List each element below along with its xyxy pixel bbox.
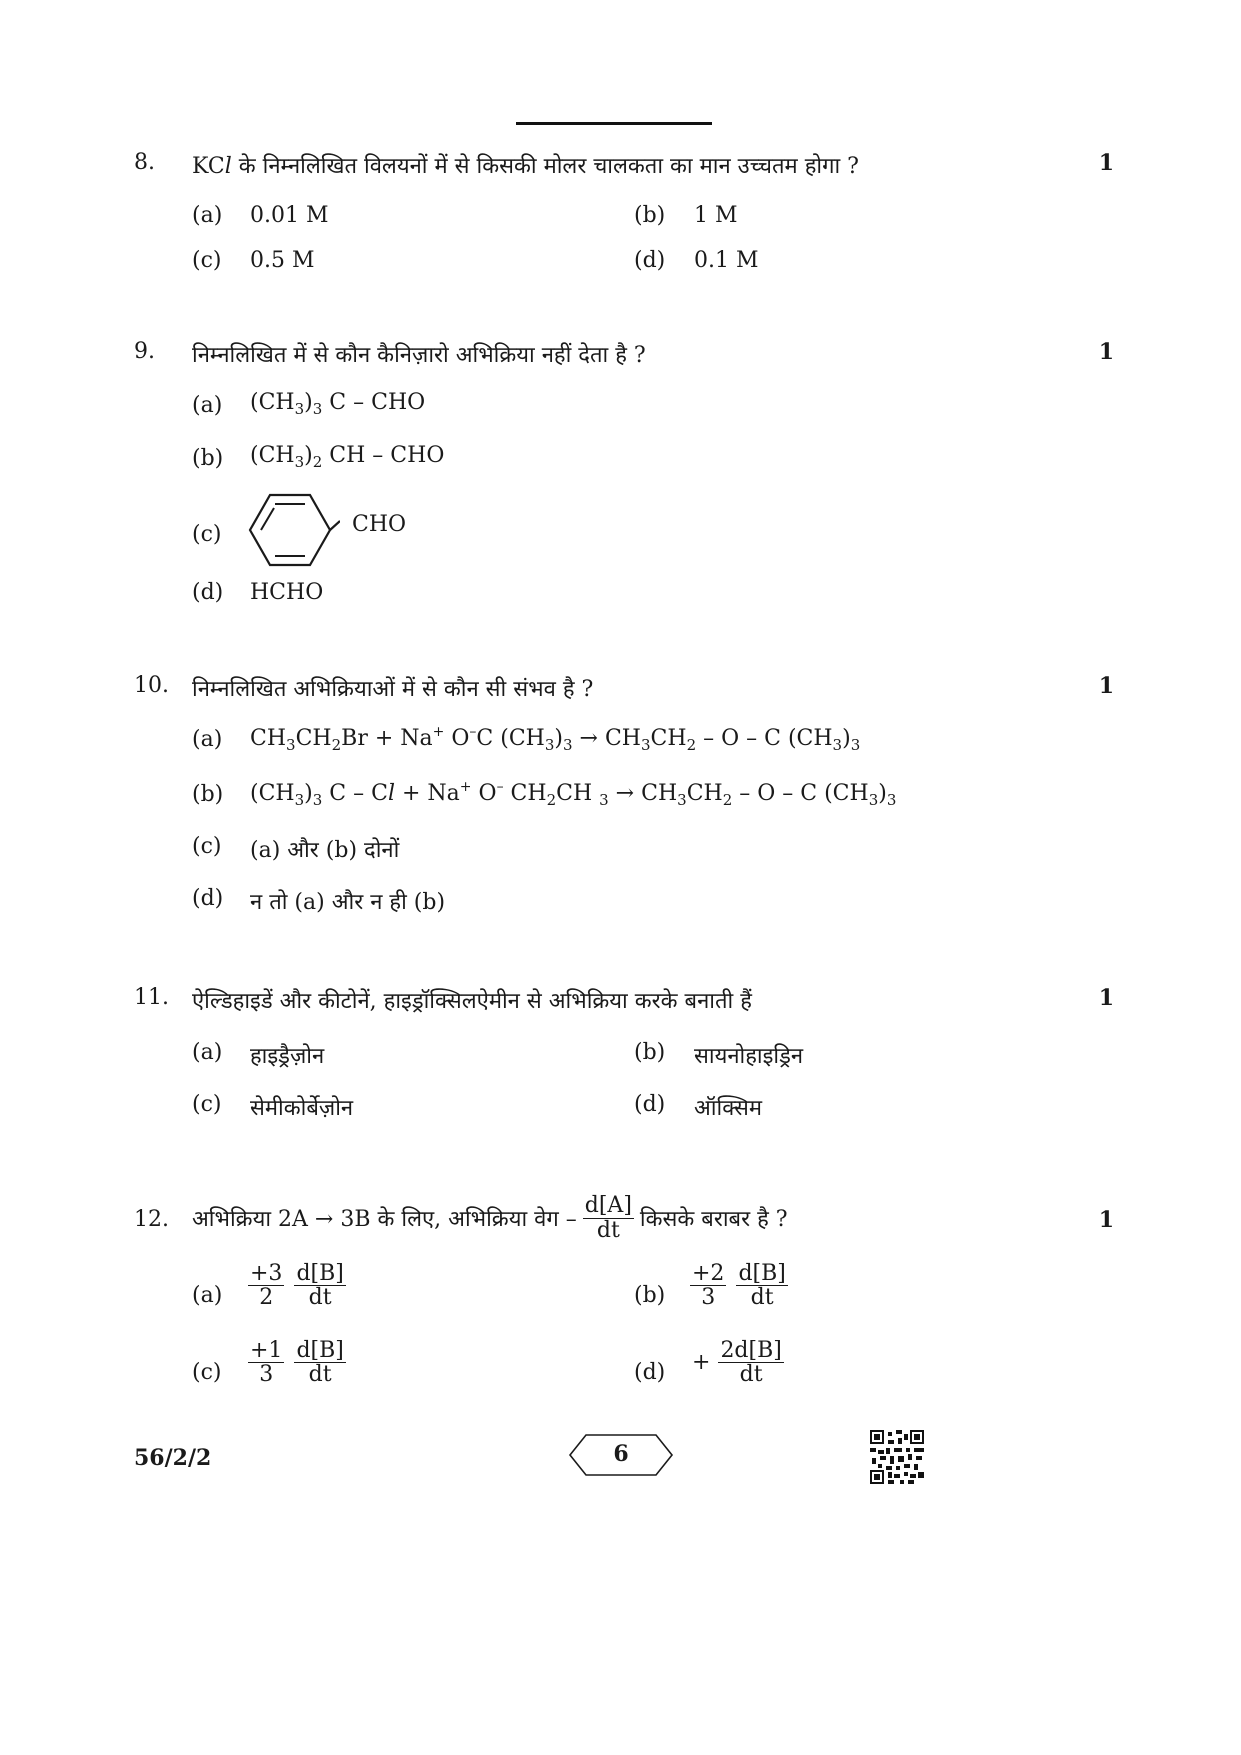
option-expression: $\frac{+2}{3}$ $\frac{d[B]}{dt}$ (692, 1261, 786, 1311)
option-label: (d) (192, 886, 224, 911)
question-text: निम्नलिखित अभिक्रियाओं में से कौन सी संभव है ? (192, 677, 594, 702)
option-label: (a) (192, 203, 223, 228)
top-rule (516, 122, 712, 125)
benzene-ring-structure (248, 490, 340, 570)
option-label: (d) (192, 580, 224, 605)
formula-pivaldehyde: $(CH_3)_3$ C – CHO (250, 390, 426, 418)
option-text: HCHO (250, 580, 324, 605)
option-label: (b) (634, 1040, 666, 1065)
option-label: (c) (192, 248, 222, 273)
option-label: (b) (634, 203, 666, 228)
option-label: (c) (192, 1360, 222, 1385)
question-number: 10. (134, 673, 169, 698)
paper-code: 56/2/2 (134, 1445, 212, 1471)
marks: 1 (1098, 985, 1114, 1011)
qr-code (870, 1430, 924, 1484)
question-text: KCl के निम्नलिखित विलयनों में से किसकी मोलर चालकता का मान उच्चतम होगा ? (192, 154, 859, 179)
option-label: (b) (634, 1283, 666, 1308)
question-number: 11. (134, 985, 169, 1010)
option-label: (d) (634, 248, 666, 273)
option-label: (c) (192, 1092, 222, 1117)
question-text: अभिक्रिया 2A → 3B के लिए, अभिक्रिया वेग – $\frac{d[A]}{dt}$ किसके बराबर है ? (192, 1193, 788, 1243)
page-number: 6 (613, 1441, 629, 1467)
question-number: 8. (134, 150, 155, 175)
option-label: (b) (192, 782, 224, 807)
option-text: 0.01 M (250, 203, 329, 228)
option-expression: $\frac{+3}{2}$ $\frac{d[B]}{dt}$ (250, 1261, 344, 1311)
option-label: (d) (634, 1092, 666, 1117)
option-text: सायनोहाइड्रिन (694, 1044, 804, 1069)
question-text: निम्नलिखित में से कौन कैनिज़ारो अभिक्रिया नहीं देता है ? (192, 343, 646, 368)
marks: 1 (1098, 1207, 1114, 1233)
question-text: ऐल्डिहाइडें और कीटोनें, हाइड्रॉक्सिलऐमीन से अभिक्रिया करके बनाती हैं (192, 989, 752, 1014)
option-label: (a) (192, 727, 223, 752)
option-text: (a) और (b) दोनों (250, 838, 400, 863)
page-number-badge (568, 1432, 674, 1484)
option-text: हाइड्रैज़ोन (250, 1044, 325, 1069)
reaction-a: $CH_3CH_2Br + Na^+$ O–C $(CH_3)_3 \to CH_3CH_2 - O - C$ $(CH_3)_3$ (250, 724, 861, 754)
option-text: 0.5 M (250, 248, 315, 273)
rate-fraction: $\frac{d[A]}{dt}$ (584, 1193, 632, 1243)
option-label: (c) (192, 834, 222, 859)
option-expression: + $\frac{2d[B]}{dt}$ (692, 1338, 782, 1388)
option-text: ऑक्सिम (694, 1096, 763, 1121)
question-number: 12. (134, 1207, 169, 1232)
option-label: (b) (192, 446, 224, 471)
question-number: 9. (134, 339, 155, 364)
option-label: (c) (192, 522, 222, 547)
option-label: (a) (192, 393, 223, 418)
reaction-b: $(CH_3)_3$ C – Cl + Na+ O– $CH_2CH$ $_3 \to CH_3CH_2 - O - C$ $(CH_3)_3$ (250, 779, 897, 809)
option-text: 1 M (694, 203, 738, 228)
option-label: (a) (192, 1283, 223, 1308)
option-label: (d) (634, 1360, 666, 1385)
formula-isobutyraldehyde: $(CH_3)_2$ CH – CHO (250, 443, 445, 471)
marks: 1 (1098, 673, 1114, 699)
option-label: (a) (192, 1040, 223, 1065)
option-text: सेमीकोर्बेज़ोन (250, 1096, 354, 1121)
option-expression: $\frac{+1}{3}$ $\frac{d[B]}{dt}$ (250, 1338, 344, 1388)
option-text: 0.1 M (694, 248, 759, 273)
marks: 1 (1098, 150, 1114, 176)
marks: 1 (1098, 339, 1114, 365)
option-text: न तो (a) और न ही (b) (250, 890, 446, 915)
option-text: CHO (352, 512, 407, 537)
